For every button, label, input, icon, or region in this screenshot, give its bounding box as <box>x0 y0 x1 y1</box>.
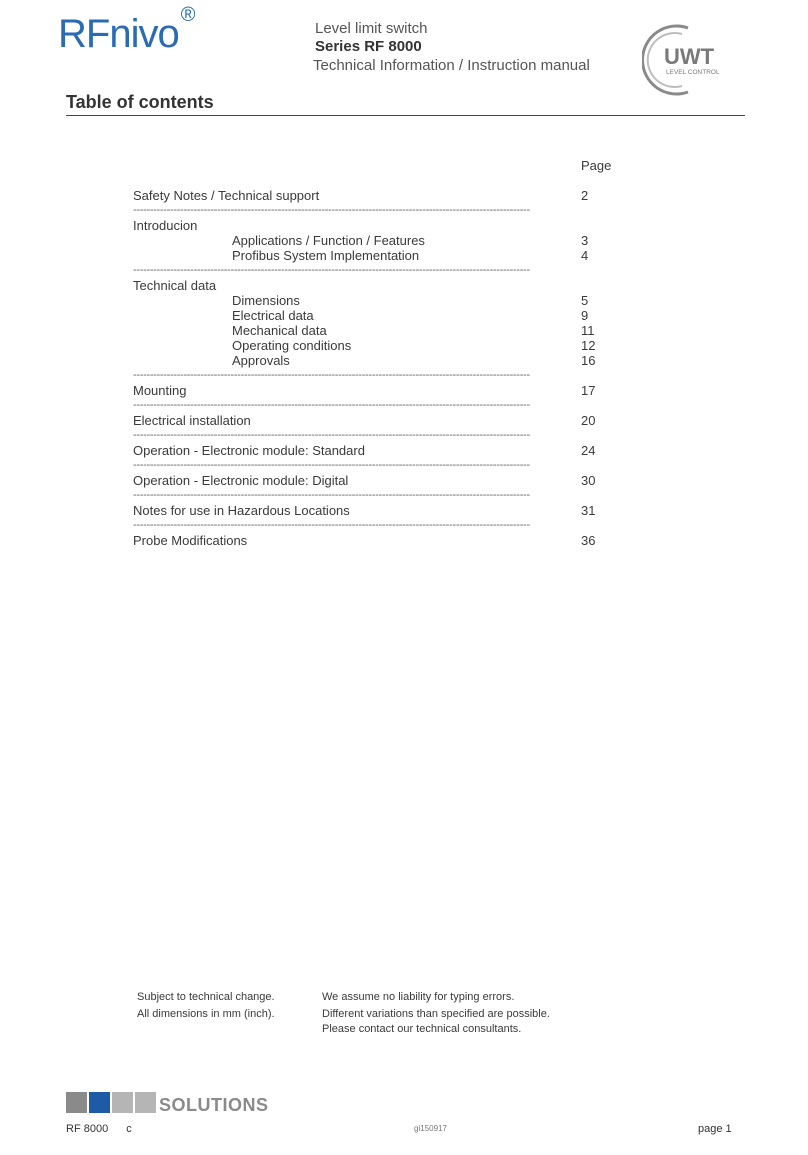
logo-square <box>89 1092 110 1113</box>
toc-page-number: 2 <box>581 188 589 203</box>
toc-section-label: Safety Notes / Technical support <box>133 188 320 203</box>
footer-code: gi150917 <box>414 1124 447 1133</box>
toc-page-number: 12 <box>581 338 596 353</box>
uwt-logo <box>642 24 746 96</box>
logo-text: UWT <box>664 44 715 69</box>
toc-section-row[interactable] <box>133 218 623 233</box>
footer-page: page 1 <box>698 1123 732 1135</box>
toc-section-row[interactable] <box>133 188 623 203</box>
toc-page-number: 5 <box>581 293 589 308</box>
toc-page-number: 9 <box>581 308 589 323</box>
toc-subsection-row[interactable] <box>133 323 623 338</box>
product-series: Series RF 8000 <box>315 38 422 55</box>
toc-subsection-label: Approvals <box>232 353 290 368</box>
logo-square <box>66 1092 87 1113</box>
toc-page-number: 3 <box>581 233 589 248</box>
document-type: Technical Information / Instruction manual <box>313 57 590 74</box>
toc-page-number: 4 <box>581 248 589 263</box>
toc-separator: ---------------------------------------------------------------------------------------------------------------------- <box>133 489 530 501</box>
toc-separator: ---------------------------------------------------------------------------------------------------------------------- <box>133 459 530 471</box>
note-line: Different variations than specified are possible. <box>322 1008 550 1020</box>
toc-section-row[interactable] <box>133 443 623 458</box>
toc-section-label: Introducion <box>133 218 198 233</box>
toc-page-header: Page <box>581 158 612 173</box>
title-divider <box>66 115 745 116</box>
note-line: All dimensions in mm (inch). <box>137 1008 275 1020</box>
note-line: We assume no liability for typing errors. <box>322 991 515 1003</box>
toc-section-label: Electrical installation <box>133 413 251 428</box>
toc-section-row[interactable] <box>133 473 623 488</box>
toc-separator: ---------------------------------------------------------------------------------------------------------------------- <box>133 369 530 381</box>
toc-separator: ---------------------------------------------------------------------------------------------------------------------- <box>133 429 530 441</box>
toc-section-row[interactable] <box>133 278 623 293</box>
toc-section-label: Operation - Electronic module: Standard <box>133 443 365 458</box>
note-line: Please contact our technical consultants. <box>322 1023 522 1035</box>
footer-doc: RF 8000 c <box>66 1123 132 1135</box>
toc-page-number: 17 <box>581 383 596 398</box>
toc-section-label: Operation - Electronic module: Digital <box>133 473 349 488</box>
page-title: Table of contents <box>66 92 214 112</box>
product-type: Level limit switch <box>315 20 428 37</box>
toc-section-label: Probe Modifications <box>133 533 248 548</box>
brand-title: RFnivo ® <box>58 3 195 56</box>
toc-subsection-label: Applications / Function / Features <box>232 233 425 248</box>
toc-subsection-row[interactable] <box>133 308 623 323</box>
toc-page-number: 16 <box>581 353 596 368</box>
toc-section-row[interactable] <box>133 383 623 398</box>
toc-subsection-row[interactable] <box>133 233 623 248</box>
toc-section-row[interactable] <box>133 413 623 428</box>
toc-page-number: 11 <box>581 323 595 338</box>
toc-section-label: Mounting <box>133 383 187 398</box>
toc-separator: ---------------------------------------------------------------------------------------------------------------------- <box>133 399 530 411</box>
logo-square <box>135 1092 156 1113</box>
logo-subtext: LEVEL CONTROL <box>666 69 720 76</box>
toc-section-label: Notes for use in Hazardous Locations <box>133 503 350 518</box>
toc-subsection-label: Dimensions <box>232 293 300 308</box>
toc-separator: ---------------------------------------------------------------------------------------------------------------------- <box>133 204 530 216</box>
solutions-text: SOLUTIONS <box>159 1095 269 1115</box>
toc-page-number: 31 <box>581 503 596 518</box>
toc-subsection-label: Profibus System Implementation <box>232 248 420 263</box>
notes-right <box>322 990 550 1037</box>
logo-square <box>112 1092 133 1113</box>
toc-page-number: 36 <box>581 533 596 548</box>
toc-section-row[interactable] <box>133 503 623 518</box>
toc-page-number: 30 <box>581 473 596 488</box>
toc-subsection-row[interactable] <box>133 338 623 353</box>
table-of-contents <box>133 158 623 548</box>
toc-subsection-row[interactable] <box>133 293 623 308</box>
note-line: Subject to technical change. <box>137 991 275 1003</box>
toc-section-row[interactable] <box>133 533 623 548</box>
toc-separator: ---------------------------------------------------------------------------------------------------------------------- <box>133 519 530 531</box>
toc-page-number: 24 <box>581 443 596 458</box>
toc-subsection-row[interactable] <box>133 353 623 368</box>
toc-section-label: Technical data <box>133 278 217 293</box>
toc-page-number: 20 <box>581 413 596 428</box>
toc-subsection-row[interactable] <box>133 248 623 263</box>
toc-subsection-label: Electrical data <box>232 308 314 323</box>
toc-subsection-label: Operating conditions <box>232 338 352 353</box>
toc-subsection-label: Mechanical data <box>232 323 327 338</box>
toc-separator: ---------------------------------------------------------------------------------------------------------------------- <box>133 264 530 276</box>
notes-left <box>137 990 275 1022</box>
